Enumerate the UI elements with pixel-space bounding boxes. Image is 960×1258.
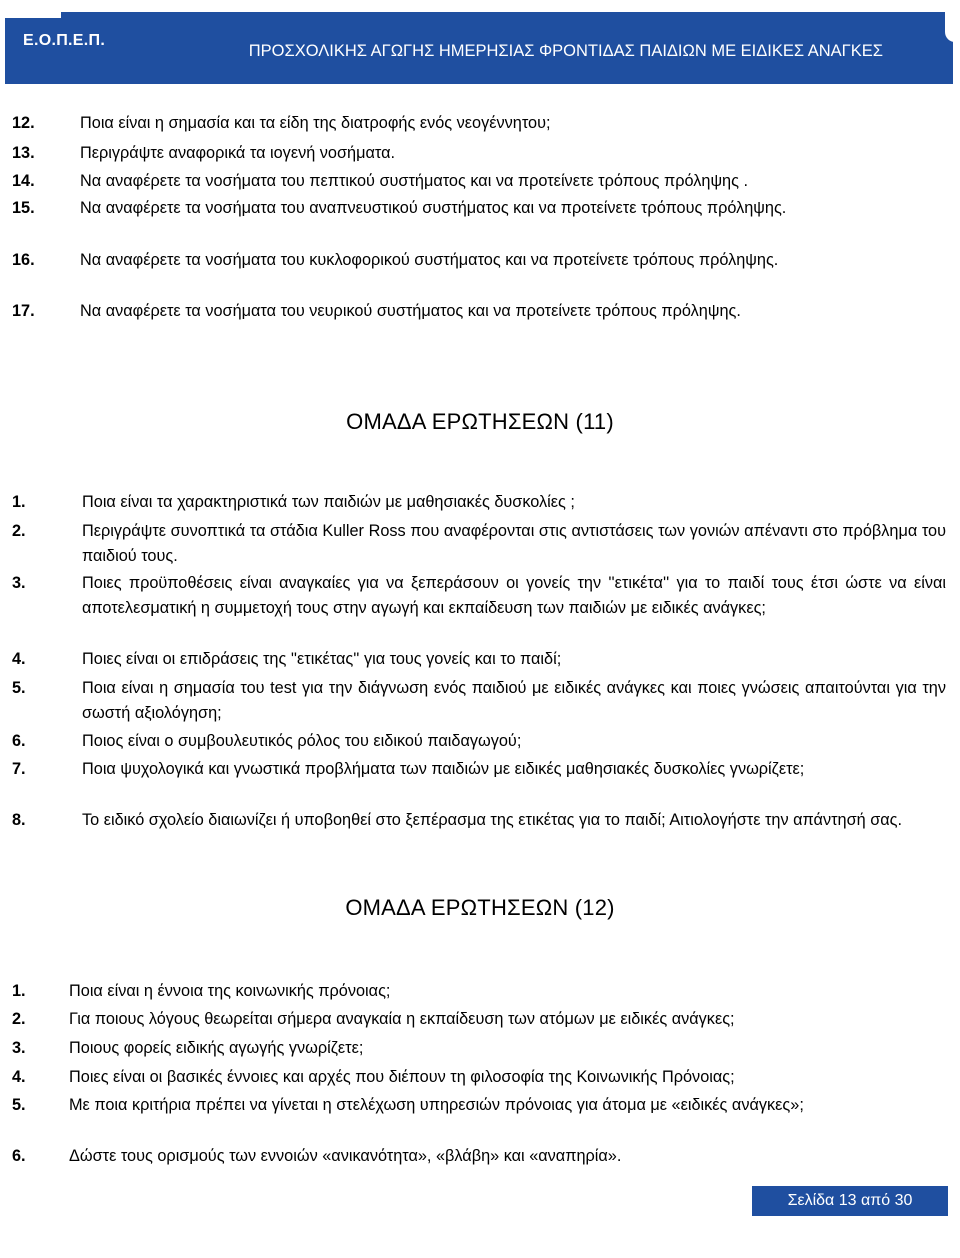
question-number: 6.	[12, 1147, 26, 1165]
header-notch-decoration	[945, 12, 955, 42]
question-number: 14.	[12, 172, 35, 190]
question-item	[12, 299, 946, 324]
question-item	[12, 729, 946, 754]
group-title-11: ΟΜΑΔΑ ΕΡΩΤΗΣΕΩΝ (11)	[346, 409, 614, 434]
header-org: Ε.Ο.Π.Ε.Π.	[23, 32, 106, 49]
question-number: 5.	[12, 1096, 26, 1114]
question-text: Ποια είναι η σημασία και τα είδη της διατροφής ενός νεογέννητου;	[80, 114, 551, 132]
question-text: Περιγράψτε αναφορικά τα ιογενή νοσήματα.	[80, 144, 396, 162]
question-text: Να αναφέρετε τα νοσήματα του πεπτικού συστήματος και να προτείνετε τρόπους πρόληψης .	[80, 172, 749, 190]
question-number: 16.	[12, 251, 35, 269]
question-text: Για ποιους λόγους θεωρείται σήμερα αναγκαία η εκπαίδευση των ατόμων με ειδικές ανάγκες;	[69, 1010, 735, 1028]
question-item	[12, 141, 946, 166]
question-number: 3.	[12, 1039, 26, 1057]
question-number: 12.	[12, 114, 35, 132]
question-number: 1.	[12, 982, 26, 1000]
question-text: Περιγράψτε συνοπτικά τα στάδια Kuller Ross που αναφέρονται στις αντιστάσεις των γονιών απέναντι στο πρόβλημα του παιδιού τους.	[82, 522, 946, 565]
question-number: 2.	[12, 1010, 26, 1028]
question-item	[12, 979, 946, 1004]
question-number: 13.	[12, 144, 35, 162]
group-title-12: ΟΜΑΔΑ ΕΡΩΤΗΣΕΩΝ (12)	[345, 895, 615, 920]
question-number: 1.	[12, 493, 26, 511]
question-item	[12, 571, 946, 621]
question-item	[12, 647, 946, 672]
question-number: 4.	[12, 1068, 26, 1086]
question-text: Ποιες είναι οι βασικές έννοιες και αρχές που διέπουν τη φιλοσοφία της Κοινωνικής Πρόνοιας;	[69, 1068, 735, 1086]
header-tab-decoration	[5, 12, 61, 18]
question-item	[12, 808, 946, 833]
question-item	[12, 111, 946, 136]
question-text: Ποιες είναι οι επιδράσεις της ''ετικέτας'' για τους γονείς και το παιδί;	[82, 650, 562, 668]
question-item	[12, 1144, 946, 1169]
header-program: ΠΡΟΣΧΟΛΙΚΗΣ ΑΓΩΓΗΣ ΗΜΕΡΗΣΙΑΣ ΦΡΟΝΤΙΔΑΣ ΠΑΙΔΙΩΝ ΜΕ ΕΙΔΙΚΕΣ ΑΝΑΓΚΕΣ	[248, 42, 883, 60]
question-number: 17.	[12, 302, 35, 320]
question-item	[12, 196, 946, 221]
question-text: Ποια ψυχολογικά και γνωστικά προβλήματα των παιδιών με ειδικές μαθησιακές δυσκολίες γνωρίζετε;	[82, 760, 805, 778]
question-item	[12, 676, 946, 726]
question-item	[12, 1007, 946, 1032]
question-item	[12, 1065, 946, 1090]
page-number-footer: Σελίδα 13 από 30	[752, 1186, 948, 1216]
question-item	[12, 1036, 946, 1061]
question-item	[12, 248, 946, 273]
question-text: Ποιες προϋποθέσεις είναι αναγκαίες για να ξεπεράσουν οι γονείς την ''ετικέτα'' για το παιδί τους έτσι ώστε να είναι αποτελεσματική η συμμετοχή τους στην αγωγή και εκπαίδευση των παιδιών με ειδικές ανάγκες;	[82, 574, 946, 617]
question-text: Το ειδικό σχολείο διαιωνίζει ή υποβοηθεί στο ξεπέρασμα της ετικέτας για το παιδί; Αιτιολογήστε την απάντησή σας.	[82, 811, 903, 829]
question-item	[12, 169, 946, 194]
question-text: Ποιους φορείς ειδικής αγωγής γνωρίζετε;	[69, 1039, 364, 1057]
question-text: Ποια είναι η έννοια της κοινωνικής πρόνοιας;	[69, 982, 391, 1000]
question-text: Ποια είναι η σημασία του test για την διάγνωση ενός παιδιού με ειδικές ανάγκες και ποιες γνώσεις απαιτούνται για την σωστή αξιολόγηση;	[82, 679, 946, 722]
question-number: 6.	[12, 732, 26, 750]
question-text: Ποιος είναι ο συμβουλευτικός ρόλος του ειδικού παιδαγωγού;	[82, 732, 522, 750]
question-number: 4.	[12, 650, 26, 668]
question-item	[12, 1093, 946, 1118]
question-number: 8.	[12, 811, 26, 829]
question-text: Να αναφέρετε τα νοσήματα του κυκλοφορικού συστήματος και να προτείνετε τρόπους πρόληψης.	[80, 251, 779, 269]
question-text: Να αναφέρετε τα νοσήματα του νευρικού συστήματος και να προτείνετε τρόπους πρόληψης.	[80, 302, 741, 320]
question-item	[12, 490, 946, 515]
question-number: 15.	[12, 199, 35, 217]
page-header	[5, 12, 953, 84]
question-number: 7.	[12, 760, 26, 778]
question-number: 2.	[12, 522, 26, 540]
question-text: Ποια είναι τα χαρακτηριστικά των παιδιών με μαθησιακές δυσκολίες ;	[82, 493, 575, 511]
question-item	[12, 757, 946, 782]
question-text: Να αναφέρετε τα νοσήματα του αναπνευστικού συστήματος και να προτείνετε τρόπους πρόληψης.	[80, 199, 787, 217]
question-number: 3.	[12, 574, 26, 592]
question-number: 5.	[12, 679, 26, 697]
question-text: Με ποια κριτήρια πρέπει να γίνεται η στελέχωση υπηρεσιών πρόνοιας για άτομα με «ειδικές ανάγκες»;	[69, 1096, 804, 1114]
question-item	[12, 519, 946, 569]
question-text: Δώστε τους ορισμούς των εννοιών «ανικανότητα», «βλάβη» και «αναπηρία».	[69, 1147, 622, 1165]
